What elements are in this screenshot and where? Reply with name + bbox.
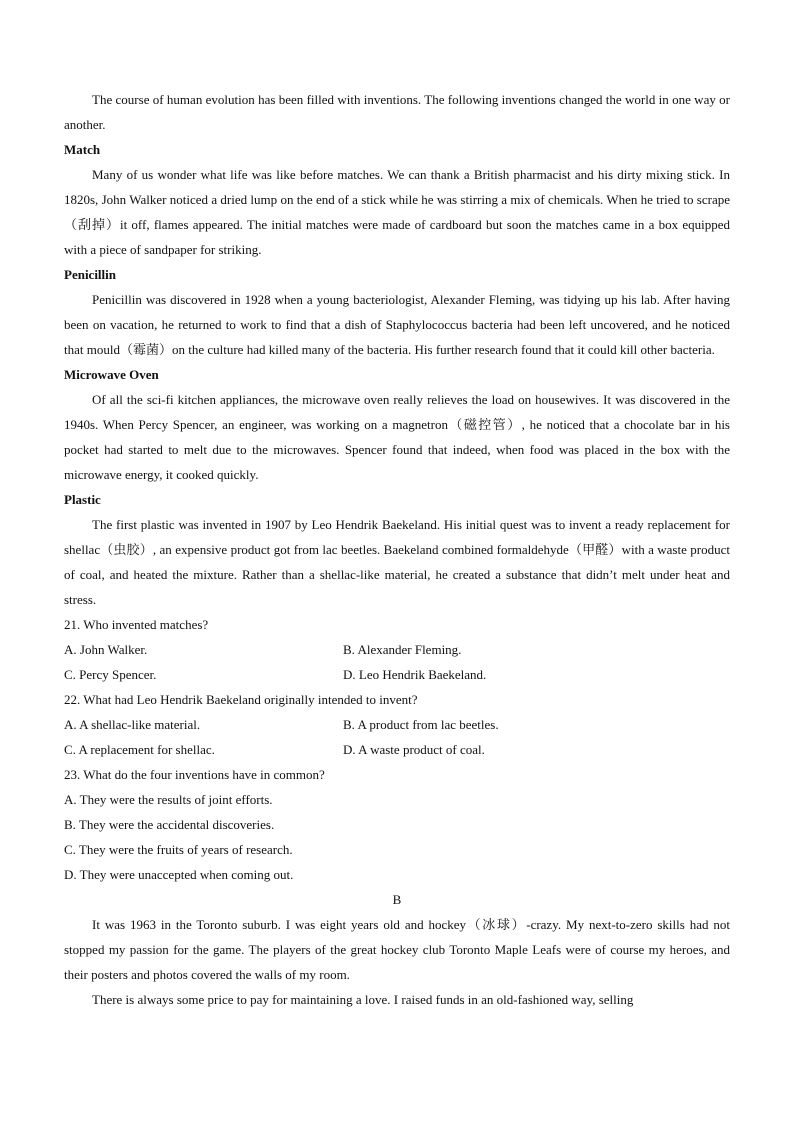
question-23-option-b: B. They were the accidental discoveries. bbox=[64, 817, 275, 832]
document-page bbox=[64, 87, 730, 1012]
question-21-stem: 21. Who invented matches? bbox=[64, 617, 209, 632]
section-heading-plastic: Plastic bbox=[64, 492, 101, 507]
section-heading-match: Match bbox=[64, 142, 101, 157]
passage-b-paragraph-2: There is always some price to pay for maintaining a love. I raised funds in an old-fashioned way, selling bbox=[92, 992, 634, 1007]
question-23-option-c: C. They were the fruits of years of research. bbox=[64, 842, 293, 857]
question-21-option-b: B. Alexander Fleming. bbox=[343, 642, 462, 657]
section-text-plastic: The first plastic was invented in 1907 by Leo Hendrik Baekeland. His initial quest was to invent a ready replacement for shellac（虫胶）, an expensive product got from lac beetles. Baekeland combined formaldehyde（甲醛）with a waste product of coal, and heated the mixture. Rather than a shellac-like material, he created a substance that didn’t melt under heat and stress. bbox=[64, 517, 730, 607]
question-22-options bbox=[64, 712, 730, 762]
section-text-match: Many of us wonder what life was like before matches. We can thank a British pharmacist and his dirty mixing stick. In 1820s, John Walker noticed a dried lump on the end of a stick while he was stirring a mix of chemicals. When he tried to scrape（刮掉）it off, flames appeared. The initial matches were made of cardboard but soon the matches came in a box equipped with a piece of sandpaper for striking. bbox=[64, 167, 730, 257]
question-23-option-d: D. They were unaccepted when coming out. bbox=[64, 867, 294, 882]
section-heading-microwave-oven: Microwave Oven bbox=[64, 367, 159, 382]
question-22-option-c: C. A replacement for shellac. bbox=[64, 742, 215, 757]
passage-b-paragraph-1: It was 1963 in the Toronto suburb. I was eight years old and hockey（冰球）-crazy. My next-to-zero skills had not stopped my passion for the game. The players of the great hockey club Toronto Maple Leafs were of course my heroes, and their posters and photos covered the walls of my room. bbox=[64, 917, 730, 982]
question-23-stem: 23. What do the four inventions have in common? bbox=[64, 767, 325, 782]
passage-b-label: B bbox=[392, 892, 402, 907]
question-21-option-a: A. John Walker. bbox=[64, 642, 148, 657]
question-22-option-a: A. A shellac-like material. bbox=[64, 717, 201, 732]
section-heading-penicillin: Penicillin bbox=[64, 267, 116, 282]
question-21-option-d: D. Leo Hendrik Baekeland. bbox=[343, 667, 487, 682]
question-21-options bbox=[64, 637, 730, 687]
section-text-microwave-oven: Of all the sci-fi kitchen appliances, the microwave oven really relieves the load on housewives. It was discovered in the 1940s. When Percy Spencer, an engineer, was working on a magnetron（磁控管）, he noticed that a chocolate bar in his pocket had started to melt due to the microwaves. Spencer found that indeed, when food was placed in the box with the microwave energy, it cooked quickly. bbox=[64, 392, 730, 482]
question-22-option-d: D. A waste product of coal. bbox=[343, 742, 485, 757]
question-22-option-b: B. A product from lac beetles. bbox=[343, 717, 499, 732]
section-text-penicillin: Penicillin was discovered in 1928 when a young bacteriologist, Alexander Fleming, was tidying up his lab. After having been on vacation, he returned to work to find that a dish of Staphylococcus bacteria had been left uncovered, and he noticed that mould（霉菌）on the culture had killed many of the bacteria. His further research found that it could kill other bacteria. bbox=[64, 292, 730, 357]
intro-paragraph: The course of human evolution has been filled with inventions. The following inventions changed the world in one way or another. bbox=[64, 92, 730, 132]
question-23-option-a: A. They were the results of joint efforts. bbox=[64, 792, 273, 807]
question-21-option-c: C. Percy Spencer. bbox=[64, 667, 157, 682]
question-22-stem: 22. What had Leo Hendrik Baekeland originally intended to invent? bbox=[64, 692, 418, 707]
